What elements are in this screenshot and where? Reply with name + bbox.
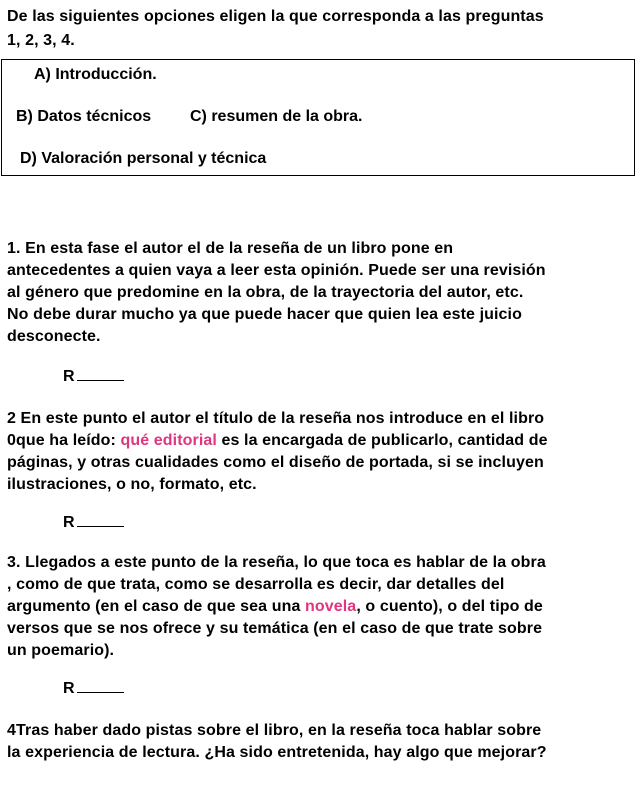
question-1-line-4: No debe durar mucho ya que puede hacer que quien lea este juicio [7, 306, 522, 323]
answer-2[interactable] [63, 512, 124, 533]
question-2-line-4: ilustraciones, o no, formato, etc. [7, 476, 257, 493]
instructions-line-2: 1, 2, 3, 4. [7, 32, 75, 49]
question-1-line-1: 1. En esta fase el autor el de la reseña de un libro pone en [7, 240, 454, 257]
answer-3-label: R [63, 680, 75, 697]
question-2-line-2-post: es la encargada de publicarlo, cantidad de [216, 432, 548, 449]
answer-3[interactable] [63, 678, 124, 699]
option-d: D) Valoración personal y técnica [20, 150, 267, 167]
question-3-line-4: versos que se nos ofrece y su temática (en el caso de que trate sobre [7, 620, 543, 637]
question-2-line-2-pre: 0que ha leído: [7, 432, 121, 449]
answer-2-label: R [63, 514, 75, 531]
option-c: C) resumen de la obra. [190, 108, 363, 125]
question-3-line-2: , como de que trata, como se desarrolla es decir, dar detalles del [7, 576, 505, 593]
answer-3-blank[interactable] [77, 678, 124, 693]
options-box [1, 59, 635, 176]
option-b: B) Datos técnicos [16, 108, 152, 125]
answer-1-blank[interactable] [77, 366, 124, 381]
question-4-line-1: 4Tras haber dado pistas sobre el libro, en la reseña toca hablar sobre [7, 722, 542, 739]
highlight-novela: novela [305, 598, 357, 615]
question-4-line-2: la experiencia de lectura. ¿Ha sido entretenida, hay algo que mejorar? [7, 744, 547, 761]
question-2-line-2 [7, 430, 548, 451]
question-3-line-5: un poemario). [7, 642, 115, 659]
question-3-line-1: 3. Llegados a este punto de la reseña, lo que toca es hablar de la obra [7, 554, 546, 571]
answer-1[interactable] [63, 366, 124, 387]
answer-1-label: R [63, 368, 75, 385]
question-1-line-2: antecedentes a quien vaya a leer esta opinión. Puede ser una revisión [7, 262, 546, 279]
question-2-line-3: páginas, y otras cualidades como el diseño de portada, si se incluyen [7, 454, 544, 471]
question-3-line-3 [7, 596, 543, 617]
answer-2-blank[interactable] [77, 512, 124, 527]
option-a: A) Introducción. [34, 66, 157, 83]
instructions-line-1: De las siguientes opciones eligen la que corresponda a las preguntas [7, 8, 544, 25]
highlight-que-editorial: qué editorial [120, 432, 217, 449]
question-1-line-5: desconecte. [7, 328, 101, 345]
question-2-line-1: 2 En este punto el autor el título de la reseña nos introduce en el libro [7, 410, 545, 427]
question-3-line-3-pre: argumento (en el caso de que sea una [7, 598, 306, 615]
question-3-line-3-post: , o cuento), o del tipo de [356, 598, 543, 615]
question-1-line-3: al género que predomine en la obra, de la trayectoria del autor, etc. [7, 284, 524, 301]
